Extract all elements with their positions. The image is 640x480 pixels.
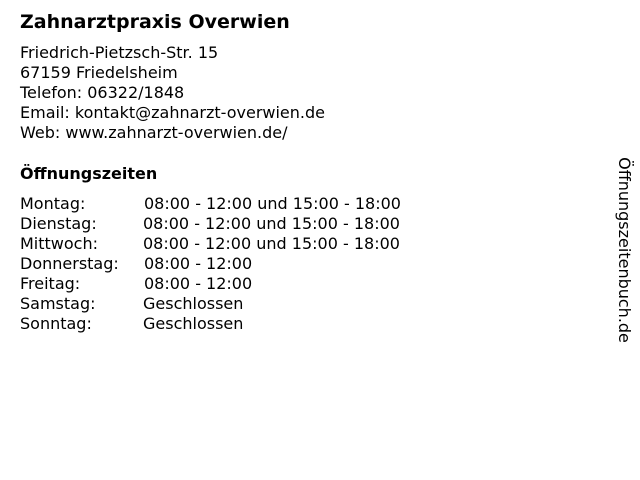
day-label: Freitag:	[20, 274, 81, 293]
day-label: Montag:	[20, 194, 86, 213]
day-hours: Geschlossen	[143, 314, 244, 333]
day-hours: Geschlossen	[143, 294, 244, 313]
day-label: Samstag:	[20, 294, 96, 313]
contact-block	[20, 43, 325, 143]
day-hours: 08:00 - 12:00 und 15:00 - 18:00	[144, 194, 401, 213]
day-label: Donnerstag:	[20, 254, 119, 273]
website-address: Web: www.zahnarzt-overwien.de/	[20, 123, 288, 142]
day-label: Mittwoch:	[20, 234, 98, 253]
email-address: Email: kontakt@zahnarzt-overwien.de	[20, 103, 325, 122]
day-hours: 08:00 - 12:00 und 15:00 - 18:00	[143, 234, 400, 253]
brand-text: Öffnungszeitenbuch.de	[615, 157, 634, 343]
city-address: 67159 Friedelsheim	[20, 63, 178, 82]
day-hours: 08:00 - 12:00	[144, 254, 253, 273]
phone-number: Telefon: 06322/1848	[20, 83, 185, 102]
day-label: Sonntag:	[20, 314, 92, 333]
day-hours: 08:00 - 12:00 und 15:00 - 18:00	[143, 214, 400, 233]
practice-title: Zahnarztpraxis Overwien	[20, 11, 290, 33]
day-label: Dienstag:	[20, 214, 97, 233]
street-address: Friedrich-Pietzsch-Str. 15	[20, 43, 219, 62]
day-hours: 08:00 - 12:00	[144, 274, 253, 293]
opening-hours-heading: Öffnungszeiten	[20, 164, 158, 183]
brand-watermark	[612, 135, 636, 365]
